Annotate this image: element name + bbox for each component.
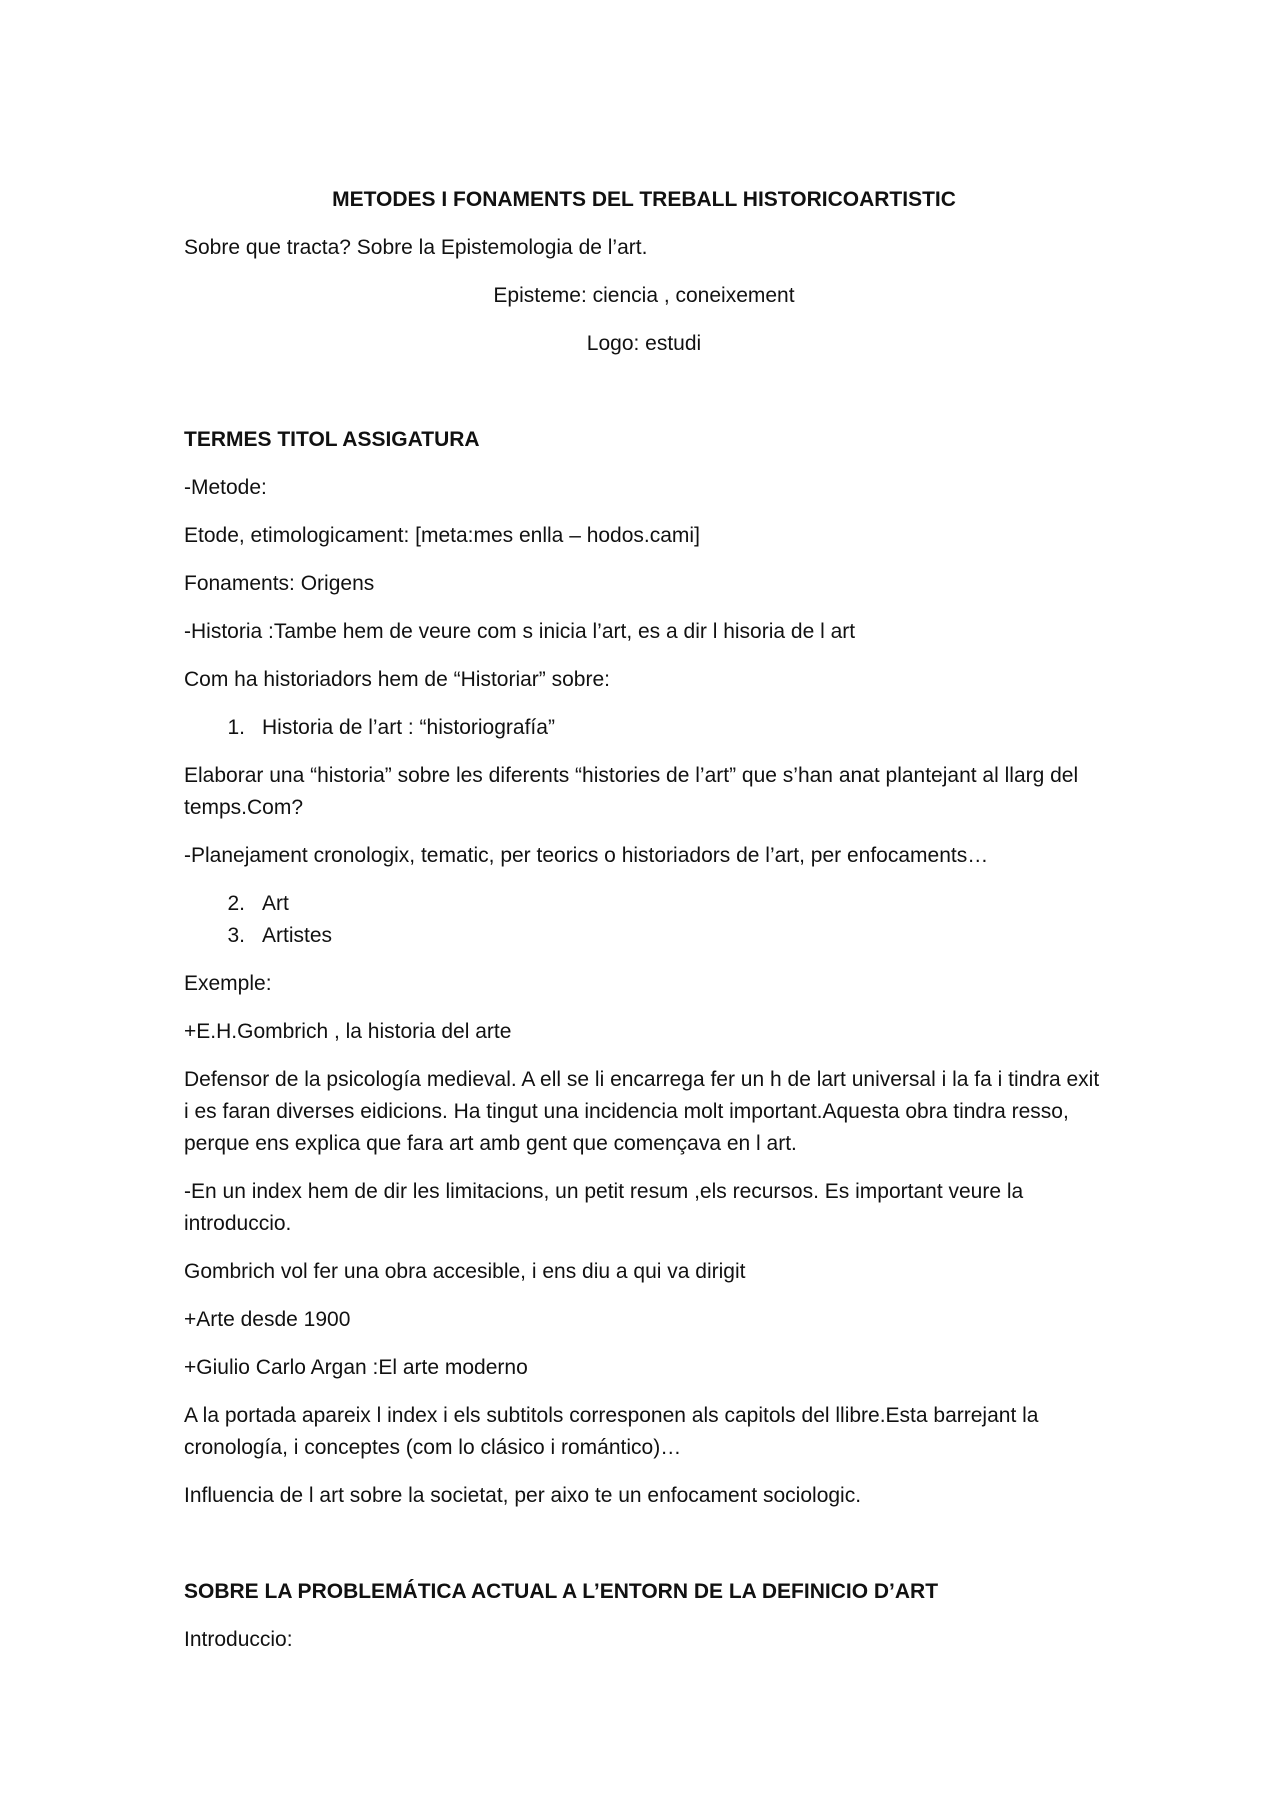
list-item-text: Artistes: [262, 924, 333, 947]
paragraph-fonaments: Fonaments: Origens: [184, 572, 375, 595]
paragraph-index: -En un index hem de dir les limitacions, un petit resum ,els recursos. Es important veure la introduccio.: [184, 1180, 1024, 1235]
paragraph-introduccio: Introduccio:: [184, 1628, 293, 1651]
list-item: [184, 920, 1104, 952]
paragraph-exemple: Exemple:: [184, 972, 272, 995]
paragraph-etode: Etode, etimologicament: [meta:mes enlla – hodos.cami]: [184, 524, 700, 547]
list-item-text: Art: [262, 892, 289, 915]
list-item-text: Historia de l’art : “historiografía”: [262, 716, 555, 739]
paragraph-com: Com ha historiadors hem de “Historiar” sobre:: [184, 668, 610, 691]
paragraph-metode: -Metode:: [184, 476, 267, 499]
list-item-number: 1.: [227, 716, 245, 739]
paragraph-argan: +Giulio Carlo Argan :El arte moderno: [184, 1356, 528, 1379]
paragraph-gombrich-vol: Gombrich vol fer una obra accesible, i ens diu a qui va dirigit: [184, 1260, 746, 1283]
paragraph-portada: A la portada apareix l index i els subtitols corresponen als capitols del llibre.Esta barrejant la cronología, i conceptes (com lo clásico i romántico)…: [184, 1404, 1039, 1459]
definition-logo: Logo: estudi: [586, 332, 702, 355]
paragraph-defensor: Defensor de la psicología medieval. A ell se li encarrega fer un h de lart universal i la fa i tindra exit i es faran diverses eidicions. Ha tingut una incidencia molt important.Aquesta obra tindra resso, perque ens explica que fara art amb gent que començava en l art.: [184, 1068, 1100, 1155]
paragraph-historia: -Historia :Tambe hem de veure com s inicia l’art, es a dir l hisoria de l art: [184, 620, 856, 643]
document-body: [184, 184, 1104, 1672]
paragraph-planejament: -Planejament cronologix, tematic, per teorics o historiadors de l’art, per enfocaments…: [184, 844, 989, 867]
paragraph-arte-1900: +Arte desde 1900: [184, 1308, 351, 1331]
numbered-list-1: [184, 712, 1104, 744]
intro-paragraph: Sobre que tracta? Sobre la Epistemologia de l’art.: [184, 236, 648, 259]
section-heading-termes: TERMES TITOL ASSIGATURA: [184, 428, 480, 451]
spacer: [184, 1528, 1104, 1576]
list-item-number: 2.: [227, 892, 245, 915]
paragraph-gombrich: +E.H.Gombrich , la historia del arte: [184, 1020, 512, 1043]
definition-episteme: Episteme: ciencia , coneixement: [493, 284, 795, 307]
list-item: [184, 712, 1104, 744]
section-heading-problematica: SOBRE LA PROBLEMÁTICA ACTUAL A L’ENTORN DE LA DEFINICIO D’ART: [184, 1580, 939, 1603]
paragraph-elaborar: Elaborar una “historia” sobre les diferents “histories de l’art” que s’han anat plantejant al llarg del temps.Com?: [184, 764, 1079, 819]
spacer: [184, 376, 1104, 424]
list-item-number: 3.: [227, 924, 245, 947]
paragraph-influencia: Influencia de l art sobre la societat, per aixo te un enfocament sociologic.: [184, 1484, 862, 1507]
numbered-list-2: [184, 888, 1104, 952]
document-title: METODES I FONAMENTS DEL TREBALL HISTORICOARTISTIC: [332, 188, 956, 211]
list-item: [184, 888, 1104, 920]
